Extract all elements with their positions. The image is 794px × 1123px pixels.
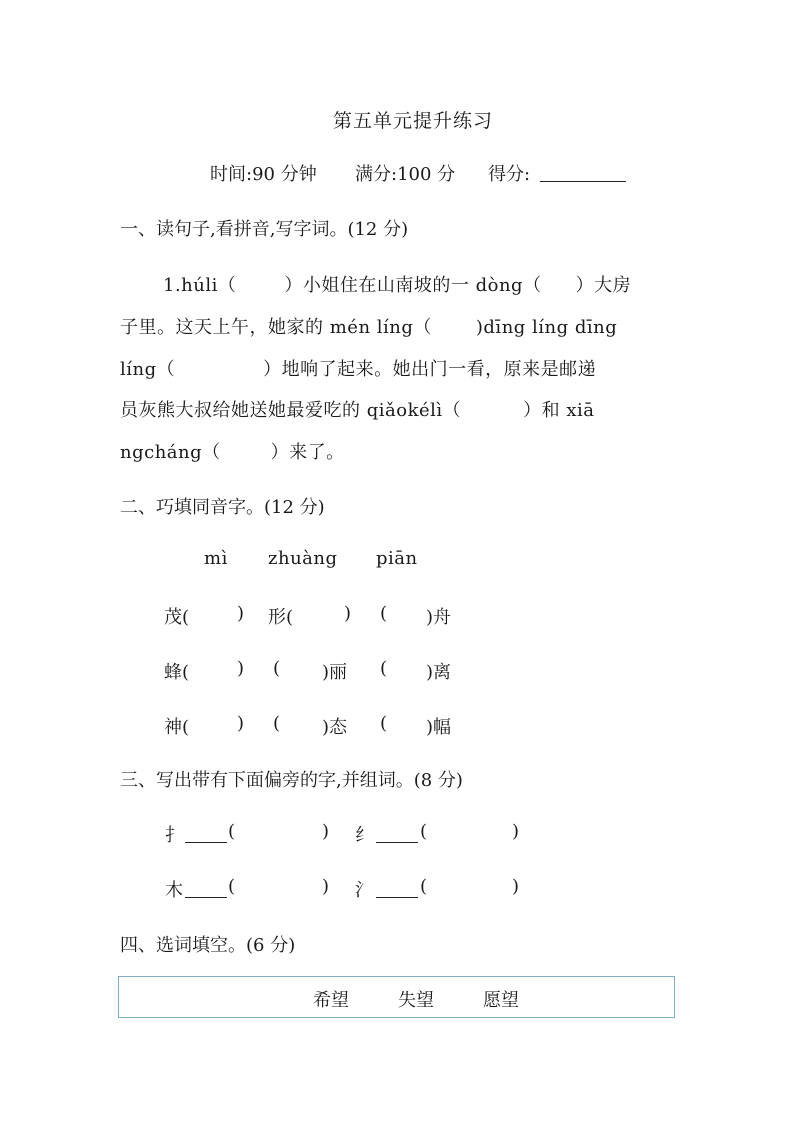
q2-r2-c1-close: ) [237, 658, 245, 679]
q2-r3-c3-open: ( [380, 713, 388, 734]
q1-line-5 [120, 438, 345, 464]
q3-close: ) [512, 821, 520, 842]
q1-line3-part2: ）地响了起来。她出门一看，原来是邮递 [263, 359, 597, 380]
q1-line-4 [120, 396, 595, 422]
q2-r3-c1-close: ) [237, 713, 245, 734]
q1-line1-part2: ）小姐住在山南坡的一 dòng（ [284, 275, 542, 296]
q1-line-3 [120, 355, 596, 381]
word-xiwang: 希望 [313, 990, 349, 1011]
q1-line1-part3: ）大房 [575, 275, 632, 296]
q1-line5-part1: ngcháng（ [120, 442, 221, 463]
char-blank[interactable] [185, 842, 227, 843]
q1-line3-part1: líng（ [120, 359, 176, 380]
q3-open: ( [228, 876, 236, 897]
q2-r3-c3: )幅 [426, 717, 452, 738]
q1-line4-part1: 员灰熊大叔给她送她最爱吃的 qiǎokélì（ [120, 400, 462, 421]
q2-r2-c1: 蜂( [164, 662, 190, 683]
word-shiwang: 失望 [398, 990, 434, 1011]
q2-r3-c1: 神( [164, 717, 190, 738]
q1-line2-part2: )dīng líng dīng [475, 317, 618, 338]
q3-close: ) [322, 821, 330, 842]
radical-mu: 木 [165, 880, 183, 901]
q2-r2-c3-open: ( [380, 658, 388, 679]
score-label: 得分: [488, 164, 531, 185]
q2-r2-c2: )丽 [322, 662, 348, 683]
radical-shou: 扌 [165, 825, 183, 846]
q2-r2-c2-open: ( [273, 658, 281, 679]
pinyin-zhuang: zhuàng [268, 548, 338, 569]
q3-heading: 三、写出带有下面偏旁的字,并组词。(8 分) [120, 770, 463, 791]
q2-r1-c2: 形( [268, 607, 294, 628]
word-yuanwang: 愿望 [483, 990, 519, 1011]
radical-shui: 氵 [355, 880, 373, 901]
char-blank[interactable] [376, 897, 418, 898]
q2-r1-c3: )舟 [426, 607, 452, 628]
q1-line5-part2: ）来了。 [270, 442, 345, 463]
q3-open: ( [228, 821, 236, 842]
pinyin-pian: piān [376, 548, 418, 569]
pinyin-mi: mì [204, 548, 228, 569]
q2-r1-c1: 茂( [164, 607, 190, 628]
q1-line4-part2: ）和 xiā [523, 400, 595, 421]
q2-r3-c2: )态 [322, 717, 348, 738]
radical-si: 纟 [355, 825, 373, 846]
q2-r3-c2-open: ( [273, 713, 281, 734]
q2-heading: 二、巧填同音字。(12 分) [120, 497, 325, 518]
q2-r1-c2-close: ) [344, 603, 352, 624]
q3-open: ( [420, 821, 428, 842]
time-limit: 时间:90 分钟 [210, 164, 317, 185]
q1-line-1 [163, 271, 631, 297]
q4-heading: 四、选词填空。(6 分) [120, 935, 296, 956]
q1-line-2 [120, 313, 617, 339]
q3-close: ) [322, 876, 330, 897]
full-score: 满分:100 分 [355, 164, 456, 185]
char-blank[interactable] [185, 897, 227, 898]
q3-close: ) [512, 876, 520, 897]
word-bank-box [118, 976, 675, 1018]
q3-open: ( [420, 876, 428, 897]
q2-r1-c3-open: ( [380, 603, 388, 624]
q1-heading: 一、读句子,看拼音,写字词。(12 分) [120, 219, 409, 240]
q2-r2-c3: )离 [426, 662, 452, 683]
q2-r1-c1-close: ) [237, 603, 245, 624]
char-blank[interactable] [376, 842, 418, 843]
q1-line2-part1: 子里。这天上午，她家的 mén líng（ [120, 317, 432, 338]
q1-line1-part1: 1.húli（ [163, 275, 237, 296]
page-title: 第五单元提升练习 [333, 110, 494, 132]
score-blank[interactable] [540, 181, 626, 182]
